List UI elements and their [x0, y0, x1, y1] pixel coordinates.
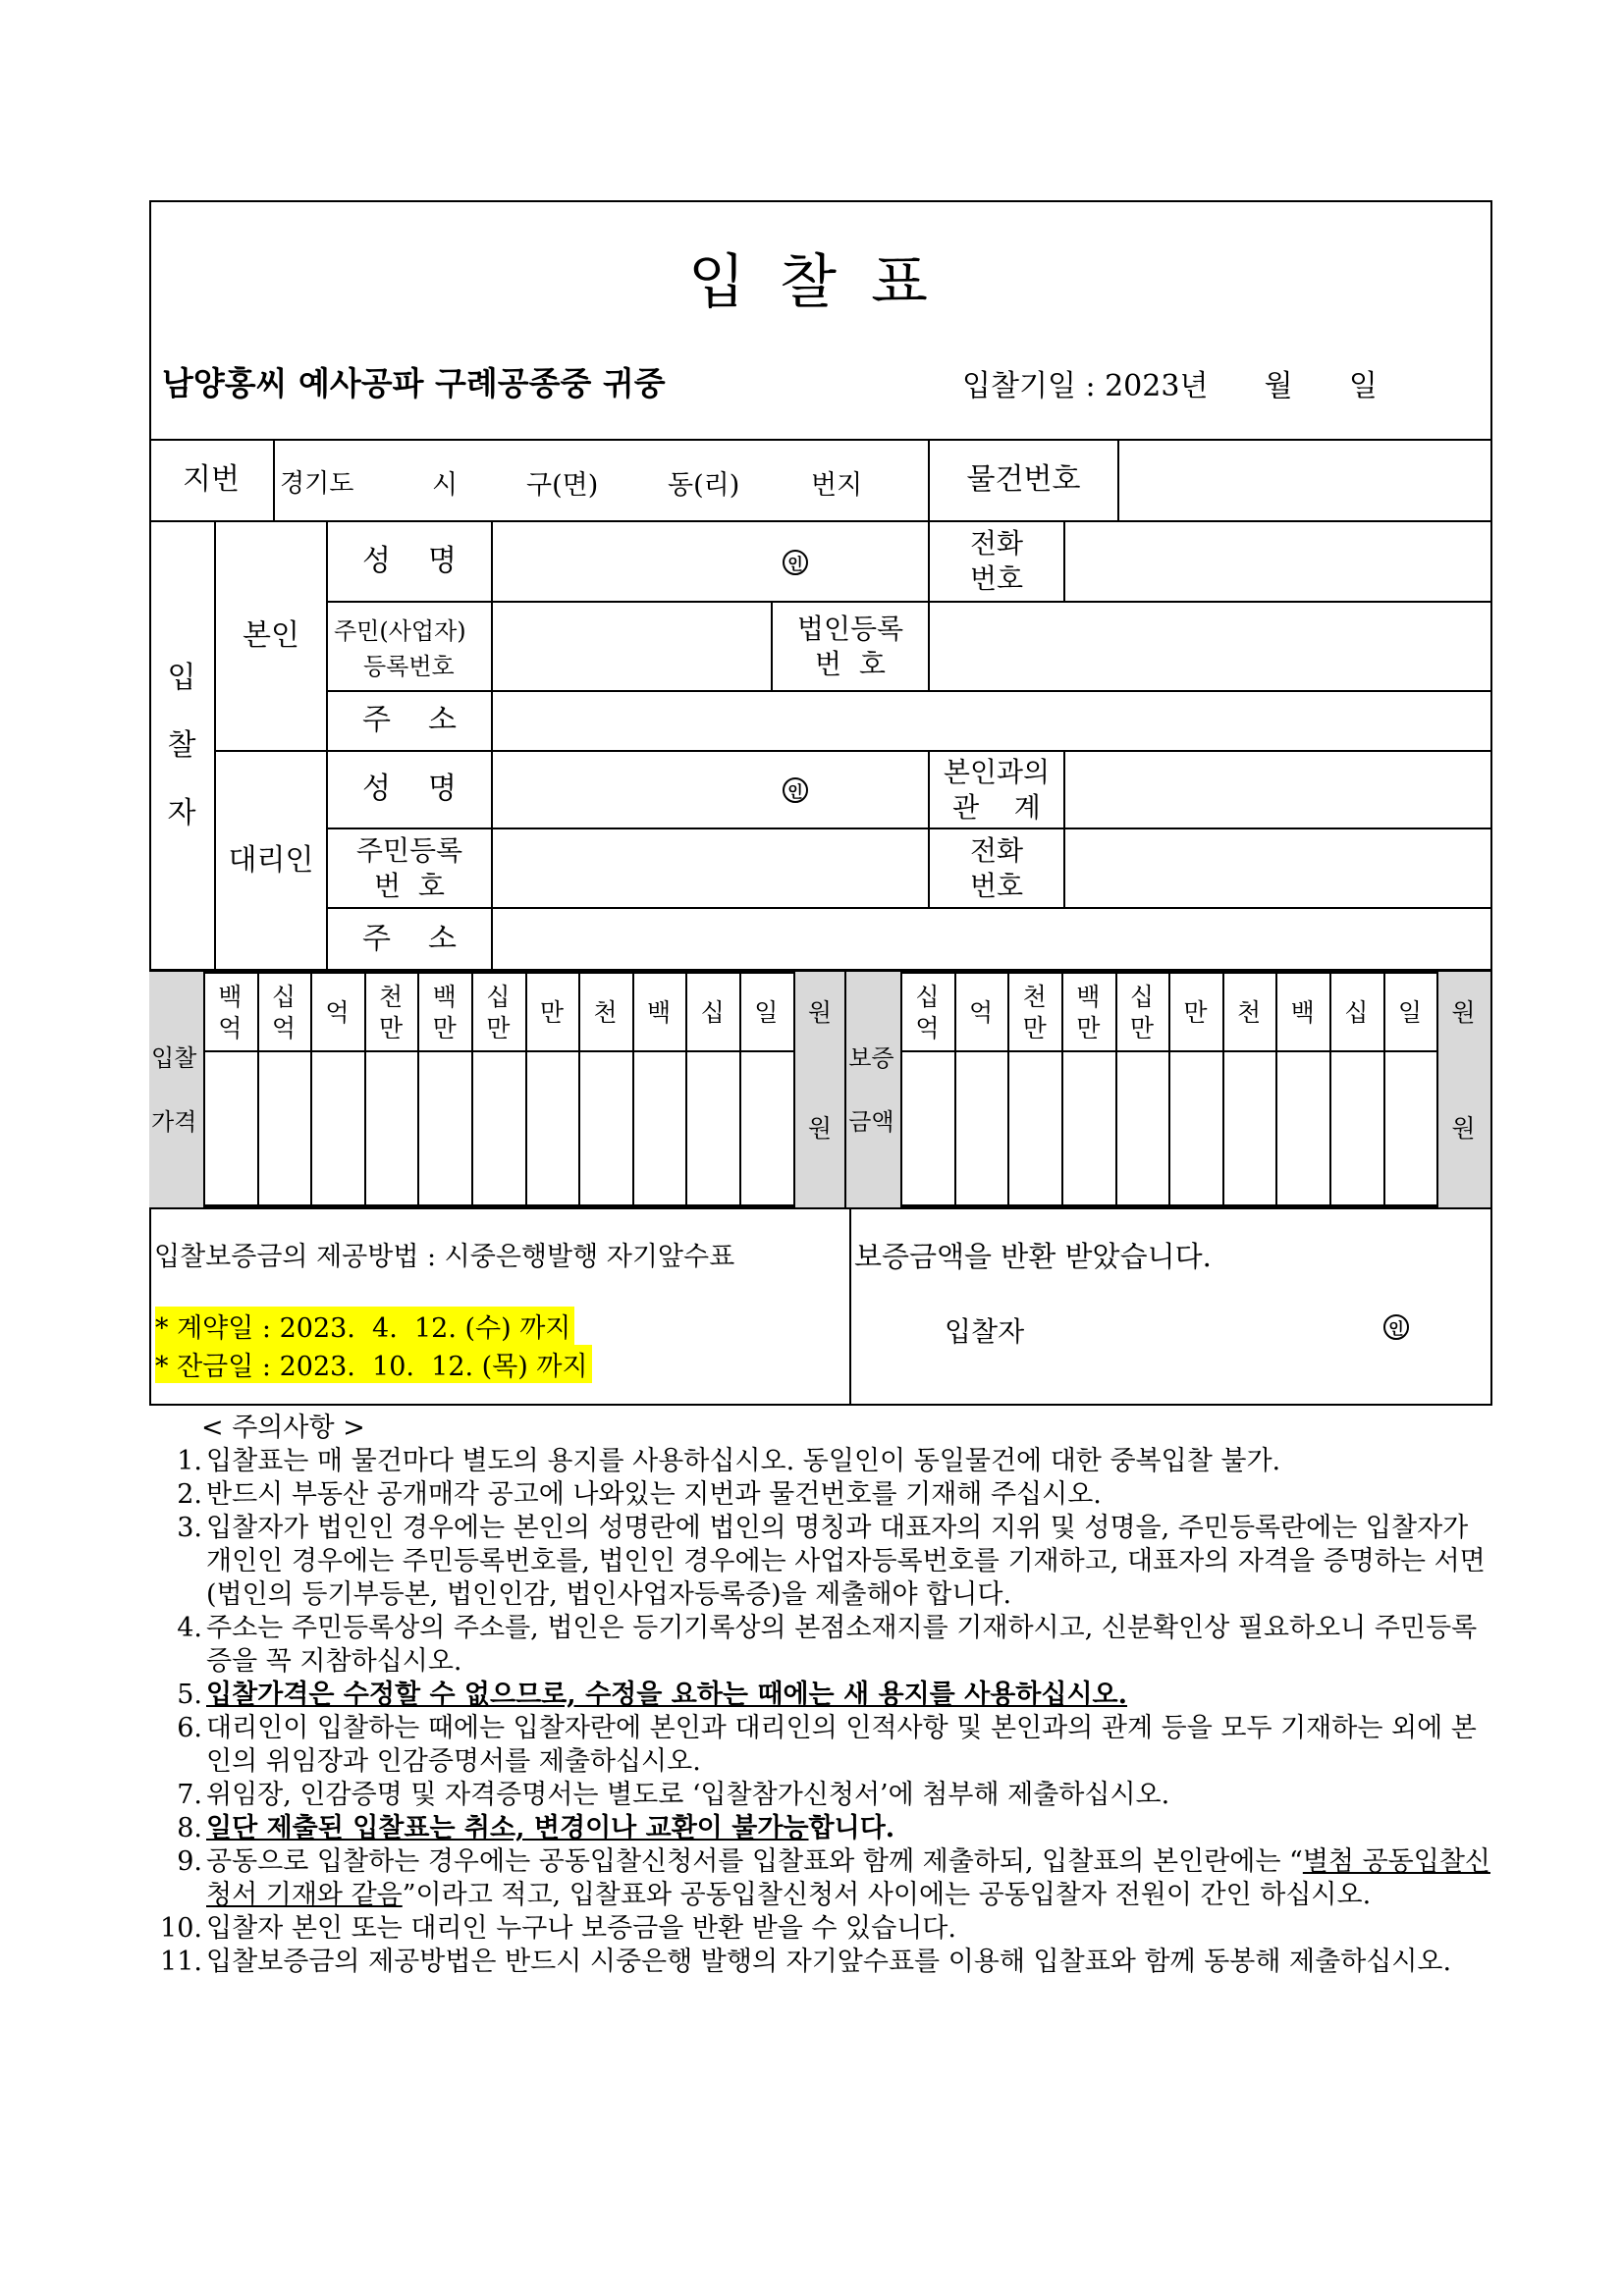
- agent-name-field[interactable]: [493, 752, 928, 828]
- note-text: 별첨 공동입찰신청서 기재와 같음: [206, 1846, 1490, 1910]
- deposit-unit-0: 십 억: [915, 982, 940, 1042]
- principal-reg-label-1: 주민(사업자): [334, 617, 466, 645]
- note-number: 8.: [177, 1813, 202, 1843]
- item-number-field[interactable]: [1119, 441, 1490, 520]
- lot-number-label: 지번: [183, 462, 240, 498]
- note-item: [157, 1445, 1492, 1478]
- dong-label: 동(리): [668, 470, 740, 501]
- balance-date: * 잔금일 : 2023. 10. 12. (목) 까지: [155, 1345, 592, 1383]
- notes-section: [157, 1412, 1492, 1979]
- deposit-digit-field-1[interactable]: [956, 1052, 1006, 1205]
- bid-digit-field-1[interactable]: [259, 1052, 309, 1205]
- agent-relation-field[interactable]: [1065, 752, 1490, 828]
- note-number: 9.: [177, 1846, 202, 1877]
- bid-unit-10: 일: [754, 997, 779, 1027]
- deposit-unit-3: 백 만: [1076, 982, 1101, 1042]
- deposit-label-top: 보증: [848, 1044, 894, 1072]
- deposit-unit-10: 원: [1451, 997, 1476, 1027]
- deposit-digit-field-0[interactable]: [902, 1052, 952, 1205]
- note-text: 대리인이 입찰하는 때에는 입찰자란에 본인과 대리인의 인적사항 및 본인과의 관계 등을 모두 기재하는 외에 본인의 위임장과 인감증명서를 제출하십시오.: [206, 1713, 1477, 1777]
- note-text: 주소는 주민등록상의 주소를, 법인은 등기기록상의 본점소재지를 기재하시고, 신분확인상 필요하오니 주민등록증을 꼭 지참하십시오.: [206, 1613, 1478, 1677]
- bid-unit-6: 만: [539, 997, 564, 1027]
- bid-unit-8: 백: [647, 997, 672, 1027]
- bid-unit-2: 억: [325, 997, 350, 1027]
- principal-address-field[interactable]: [493, 692, 1490, 750]
- note-text: 입찰보증금의 제공방법은 반드시 시중은행 발행의 자기앞수표를 이용해 입찰표와 함께 동봉해 제출하십시오.: [206, 1947, 1452, 1977]
- bid-digit-field-3[interactable]: [366, 1052, 416, 1205]
- note-item: [157, 1679, 1492, 1712]
- deposit-returned-text: 보증금액을 반환 받았습니다.: [854, 1240, 1212, 1273]
- note-number: 10.: [160, 1913, 202, 1944]
- notes-title: < 주의사항 >: [201, 1413, 365, 1443]
- item-number-label: 물건번호: [966, 462, 1081, 498]
- receiver-seal-mark: 인: [1383, 1314, 1409, 1340]
- deposit-digit-field-3[interactable]: [1063, 1052, 1113, 1205]
- deposit-digit-field-5[interactable]: [1170, 1052, 1220, 1205]
- contract-date: * 계약일 : 2023. 4. 12. (수) 까지: [155, 1307, 574, 1345]
- note-item: [157, 1478, 1492, 1512]
- bid-unit-11: 원: [807, 997, 832, 1027]
- bid-digit-field-0[interactable]: [205, 1052, 255, 1205]
- agent-address-label: 주 소: [361, 921, 458, 956]
- agent-phone-label: 전화 번호: [969, 833, 1024, 902]
- note-text: 위임장, 인감증명 및 자격증명서는 별도로 ‘입찰참가신청서’에 첨부해 제출하십시오.: [206, 1780, 1170, 1810]
- note-item: [157, 1912, 1492, 1946]
- deposit-method: 입찰보증금의 제공방법 : 시중은행발행 자기앞수표: [154, 1242, 735, 1272]
- bid-label-bottom: 가격: [151, 1108, 197, 1136]
- deposit-digit-field-7[interactable]: [1277, 1052, 1327, 1205]
- bid-digit-field-7[interactable]: [580, 1052, 630, 1205]
- deposit-unit-9: 일: [1397, 997, 1422, 1027]
- recipient-label: 남양홍씨 예사공파 구례공종중 귀중: [162, 364, 666, 402]
- deposit-unit-2: 천 만: [1022, 982, 1047, 1042]
- bunji-label: 번지: [811, 470, 863, 501]
- deposit-unit-8: 십: [1344, 997, 1369, 1027]
- bid-won-mark: 원: [807, 1114, 832, 1143]
- bid-digit-field-2[interactable]: [312, 1052, 362, 1205]
- agent-name-label: 성 명: [361, 772, 458, 807]
- principal-phone-field[interactable]: [1065, 522, 1490, 601]
- principal-reg-label-2: 등록번호: [363, 653, 455, 680]
- note-text: 반드시 부동산 공개매각 공고에 나와있는 지번과 물건번호를 기재해 주십시오.: [206, 1479, 1102, 1510]
- note-number: 4.: [177, 1613, 202, 1643]
- note-item: [157, 1845, 1492, 1912]
- deposit-digit-field-4[interactable]: [1117, 1052, 1167, 1205]
- corp-reg-label: 법인등록 번 호: [796, 612, 904, 680]
- note-item: [157, 1712, 1492, 1779]
- note-number: 11.: [160, 1947, 202, 1977]
- note-text: 입찰자 본인 또는 대리인 누구나 보증금을 반환 받을 수 있습니다.: [206, 1913, 956, 1944]
- bid-digit-field-9[interactable]: [687, 1052, 737, 1205]
- note-number: 5.: [177, 1680, 202, 1710]
- note-item: [157, 1946, 1492, 1979]
- principal-name-label: 성 명: [361, 543, 458, 578]
- agent-label: 대리인: [228, 842, 314, 878]
- note-text: 합니다.: [808, 1813, 895, 1843]
- note-item: [157, 1779, 1492, 1812]
- note-number: 6.: [177, 1713, 202, 1743]
- deposit-unit-5: 만: [1183, 997, 1208, 1027]
- note-text: ”이라고 적고, 입찰표와 공동입찰신청서 사이에는 공동입찰자 전원이 간인 하십시오.: [402, 1880, 1372, 1910]
- deposit-label-cell: [846, 972, 900, 1207]
- gu-label: 구(면): [526, 470, 599, 501]
- principal-label: 본인: [243, 617, 299, 653]
- bid-unit-0: 백 억: [218, 982, 243, 1042]
- note-text: 공동으로 입찰하는 경우에는 공동입찰신청서를 입찰표와 함께 제출하되, 입찰표의 본인란에는 “: [206, 1846, 1303, 1877]
- bid-date: 입찰기일 : 2023년 월 일: [962, 369, 1378, 403]
- agent-reg-label: 주민등록 번 호: [355, 833, 463, 902]
- note-text: 입찰자가 법인인 경우에는 본인의 성명란에 법인의 명칭과 대표자의 지위 및 성명을, 주민등록란에는 입찰자가 개인인 경우에는 주민등록번호를, 법인인 경우에는 사업자등록번호를 기재하고, 대표자의 자격을 증명하는 서면(법인의 등기부등본, 법인인감, 법인사업자등록증)을 제출해야 합니다.: [206, 1513, 1486, 1610]
- deposit-won-mark: 원: [1451, 1114, 1476, 1143]
- deposit-digit-field-8[interactable]: [1331, 1052, 1381, 1205]
- note-number: 1.: [177, 1446, 202, 1476]
- agent-reg-field[interactable]: [493, 829, 928, 907]
- note-text: 입찰가격은 수정할 수 없으므로, 수정을 요하는 때에는 새 용지를 사용하십시오.: [206, 1680, 1128, 1710]
- deposit-unit-6: 천: [1237, 997, 1262, 1027]
- note-number: 3.: [177, 1513, 202, 1543]
- note-item: [157, 1812, 1492, 1845]
- bid-label-top: 입찰: [151, 1044, 197, 1072]
- principal-address-label: 주 소: [361, 703, 458, 738]
- bid-digit-field-5[interactable]: [473, 1052, 523, 1205]
- province-label: 경기도: [280, 469, 354, 499]
- note-number: 7.: [177, 1780, 202, 1810]
- corp-reg-field[interactable]: [930, 603, 1490, 690]
- note-text: 입찰표는 매 물건마다 별도의 용지를 사용하십시오. 동일인이 동일물건에 대한 중복입찰 불가.: [206, 1446, 1281, 1476]
- deposit-digit-field-9[interactable]: [1385, 1052, 1435, 1205]
- bid-digit-field-6[interactable]: [527, 1052, 577, 1205]
- deposit-digit-field-2[interactable]: [1009, 1052, 1059, 1205]
- principal-phone-label: 전화 번호: [969, 527, 1024, 595]
- note-item: [157, 1612, 1492, 1679]
- deposit-unit-7: 백: [1290, 997, 1315, 1027]
- principal-seal-mark: 인: [783, 550, 808, 575]
- bid-unit-1: 십 억: [271, 982, 296, 1042]
- deposit-unit-1: 억: [969, 997, 994, 1027]
- note-item: [157, 1512, 1492, 1612]
- agent-address-field[interactable]: [493, 909, 1490, 970]
- bid-digit-field-8[interactable]: [634, 1052, 684, 1205]
- bidder-section-label: 입 찰 자: [167, 660, 196, 830]
- receiver-bidder-label: 입찰자: [945, 1315, 1025, 1348]
- deposit-digit-field-6[interactable]: [1224, 1052, 1274, 1205]
- bid-unit-4: 백 만: [432, 982, 457, 1042]
- deposit-label-bottom: 금액: [848, 1108, 894, 1136]
- notes-list: [157, 1445, 1492, 1979]
- form-title: 입 찰 표: [687, 248, 937, 317]
- bid-unit-3: 천 만: [379, 982, 404, 1042]
- agent-relation-label: 본인과의 관 계: [943, 755, 1051, 824]
- bid-unit-9: 십: [700, 997, 725, 1027]
- agent-phone-field[interactable]: [1065, 829, 1490, 907]
- agent-seal-mark: 인: [783, 777, 808, 803]
- deposit-unit-4: 십 만: [1129, 982, 1154, 1042]
- si-label: 시: [432, 470, 459, 501]
- principal-name-field[interactable]: [493, 522, 928, 601]
- note-text: 일단 제출된 입찰표는 취소, 변경이나 교환이 불가능: [206, 1813, 809, 1843]
- bid-label-cell: [149, 972, 203, 1207]
- bid-digit-field-4[interactable]: [419, 1052, 469, 1205]
- note-number: 2.: [177, 1479, 202, 1510]
- bid-unit-5: 십 만: [486, 982, 511, 1042]
- principal-reg-field[interactable]: [493, 603, 771, 690]
- bid-digit-field-10[interactable]: [741, 1052, 791, 1205]
- bid-unit-7: 천: [593, 997, 618, 1027]
